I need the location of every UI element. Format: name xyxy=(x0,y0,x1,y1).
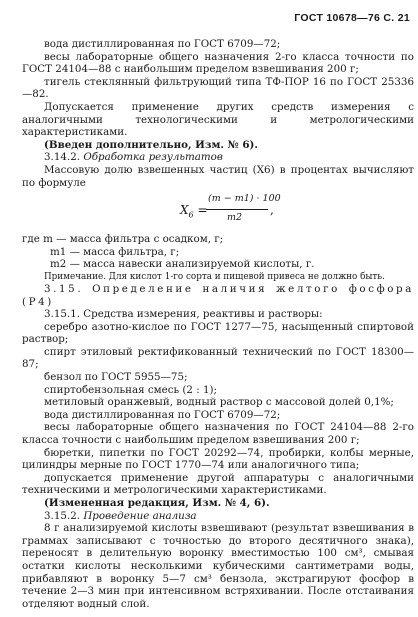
definition-line: m2 — масса навески анализируемой кислоты, г. xyxy=(50,258,315,271)
formula-subscript: 6 xyxy=(188,210,194,220)
text-paragraph: Массовую долю взвешенных частиц (X6) в процентах вычисляют по формуле xyxy=(22,163,414,189)
definition-line: m1 — масса фильтра, г; xyxy=(50,245,180,258)
text-line: весы лабораторные общего назначения по ГОСТ 24104—88 2-го класса точности с наибольшим пределом взвешивания 200 г; xyxy=(22,421,414,447)
section-heading xyxy=(22,151,414,164)
text-line: спиртобензольная смесь (2 : 1); xyxy=(44,383,218,396)
section-heading xyxy=(22,510,414,523)
formula-numerator: (m − m1) · 100 xyxy=(208,193,281,205)
text-line: тигель стеклянный фильтрующий типа ТФ-ПОР 16 по ГОСТ 25336—82. xyxy=(22,75,414,101)
fraction-bar xyxy=(206,209,268,210)
section-number: 3.15.2. xyxy=(44,509,84,522)
page-header: ГОСТ 10678—76 С. 21 xyxy=(294,12,410,24)
section-number: 3.14.2. xyxy=(44,151,84,164)
text-line: бюретки, пипетки по ГОСТ 20292—74, пробирки, колбы мерные, цилиндры мерные по ГОСТ 1770—74 или аналогичного типа; xyxy=(22,446,414,472)
text-line: бензол по ГОСТ 5955—75; xyxy=(44,371,188,384)
text-paragraph: 8 г анализируемой кислоты взвешивают (результат взвешивания в граммах записывают с точностью до второго десятичного знака), переносят в делительную воронку вместимостью 100 см³, смывая остатки кислоты несколькими кубическими сантиметрами воды, прибавляют в воронку 5—7 см³ бензола, экстрагируют фосфор в течение 2—3 мин при интенсивном встряхивании. После отстаивания отделяют водный слой. xyxy=(22,522,414,610)
section-heading: 3.15. Определение наличия желтого фосфора (P4) xyxy=(22,282,414,308)
text-line: спирт этиловый ректификованный технический по ГОСТ 18300—87; xyxy=(22,345,414,371)
formula-symbol: X xyxy=(180,203,189,218)
section-title: Обработка результатов xyxy=(83,151,223,164)
text-line: вода дистиллированная по ГОСТ 6709—72; xyxy=(44,38,281,50)
section-title: Проведение анализа xyxy=(83,509,197,522)
document-body xyxy=(22,38,414,610)
amendment-note: (Измененная редакция, Изм. № 4, 6). xyxy=(44,497,270,509)
text-line: серебро азотно-кислое по ГОСТ 1277—75, насыщенный спиртовой раствор; xyxy=(22,320,414,346)
note: Примечание. Для кислот 1-го сорта и пищевой привеса не должно быть. xyxy=(44,271,385,282)
text-line: 3.15.1. Средства измерения, реактивы и растворы: xyxy=(44,308,323,321)
formula-denominator: m2 xyxy=(227,212,243,224)
formula xyxy=(22,189,414,233)
formula-comma: , xyxy=(270,203,274,218)
definition-line: где m — масса фильтра с осадком, г; xyxy=(22,233,224,246)
text-line: вода дистиллированная по ГОСТ 6709—72; xyxy=(44,408,281,421)
formula-lhs: $X_6$ = xyxy=(180,203,208,220)
text-line: метиловый оранжевый, водный раствор с массовой долей 0,1%; xyxy=(44,396,394,409)
text-line: допускается применение другой аппаратуры с аналогичными техническими и метрологическими характеристиками. xyxy=(22,471,414,497)
amendment-note: (Введен дополнительно, Изм. № 6). xyxy=(44,138,258,151)
text-line: весы лабораторные общего назначения 2-го класса точности по ГОСТ 24104—88 с наибольшим пределом взвешивания 200 г; xyxy=(22,50,414,76)
text-paragraph: Допускается применение других средств измерения с аналогичными технологическими и метрологическими характеристиками. xyxy=(22,100,414,139)
